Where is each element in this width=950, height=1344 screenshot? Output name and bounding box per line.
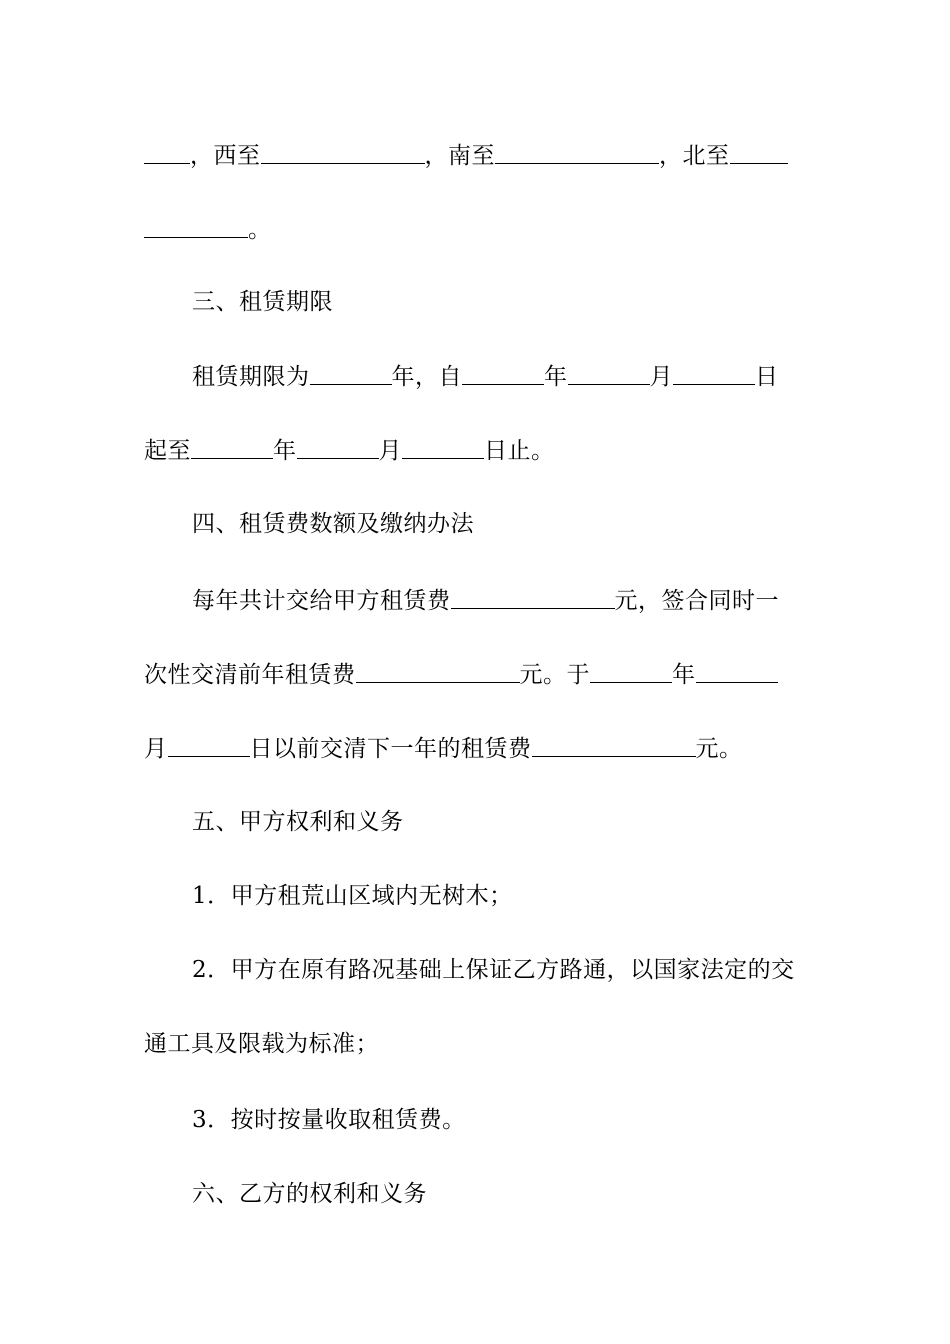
- text-segment: 租赁期限为: [192, 364, 310, 390]
- text-segment: 月: [378, 438, 402, 464]
- text-segment: 。: [248, 217, 272, 243]
- fill-blank: [261, 135, 425, 164]
- text-segment: ，南至: [424, 143, 495, 169]
- fill-blank: [532, 728, 696, 757]
- text-segment: 月: [649, 364, 673, 390]
- lease-term-end-line: [144, 430, 808, 470]
- fill-blank: [568, 356, 650, 385]
- section-heading-party-a: 五、甲方权利和义务: [192, 809, 404, 835]
- text-segment: 每年共计交给甲方租赁费: [192, 588, 451, 614]
- fill-blank: [451, 580, 615, 609]
- text-segment: 元，签合同时一: [614, 588, 779, 614]
- list-item-continuation: 通工具及限载为标准；: [144, 1031, 379, 1057]
- list-item: 3．按时按量收取租赁费。: [192, 1107, 466, 1133]
- section-heading-fees: 四、租赁费数额及缴纳办法: [192, 511, 474, 537]
- fill-blank: [191, 430, 273, 459]
- text-segment: ，西至: [190, 143, 261, 169]
- text-segment: 起至: [144, 438, 191, 464]
- fee-line-3: [144, 728, 808, 768]
- section-heading-lease-term: 三、租赁期限: [192, 289, 333, 315]
- boundary-line: [144, 135, 808, 175]
- fill-blank: [590, 654, 672, 683]
- text-segment: 年: [544, 364, 568, 390]
- text-segment: 月: [144, 736, 168, 762]
- section-heading-party-b: 六、乙方的权利和义务: [192, 1181, 427, 1207]
- fill-blank: [730, 135, 788, 164]
- text-segment: 年: [273, 438, 297, 464]
- fill-blank: [144, 209, 248, 238]
- text-segment: ，北至: [659, 143, 730, 169]
- fill-blank: [462, 356, 544, 385]
- text-segment: 次性交清前年租赁费: [144, 662, 356, 688]
- fill-blank: [673, 356, 755, 385]
- fill-blank: [696, 654, 778, 683]
- list-item: 1．甲方租荒山区域内无树木；: [192, 883, 513, 909]
- text-segment: 元。: [695, 736, 743, 762]
- fill-blank: [402, 430, 484, 459]
- fee-line-2: [144, 654, 808, 694]
- fee-line-1: [192, 580, 808, 620]
- fill-blank: [297, 430, 379, 459]
- text-segment: 年，自: [391, 364, 462, 390]
- text-segment: 年: [672, 662, 696, 688]
- fill-blank: [495, 135, 659, 164]
- text-segment: 元。于: [519, 662, 590, 688]
- boundary-line-end: [144, 209, 808, 249]
- list-item: 2．甲方在原有路况基础上保证乙方路通，以国家法定的交: [192, 957, 795, 983]
- text-segment: 日止。: [484, 438, 555, 464]
- fill-blank: [168, 728, 250, 757]
- fill-blank: [356, 654, 520, 683]
- fill-blank: [310, 356, 392, 385]
- text-segment: 日以前交清下一年的租赁费: [249, 736, 532, 762]
- text-segment: 日: [755, 364, 779, 390]
- lease-term-line: [192, 356, 808, 396]
- fill-blank: [144, 135, 190, 164]
